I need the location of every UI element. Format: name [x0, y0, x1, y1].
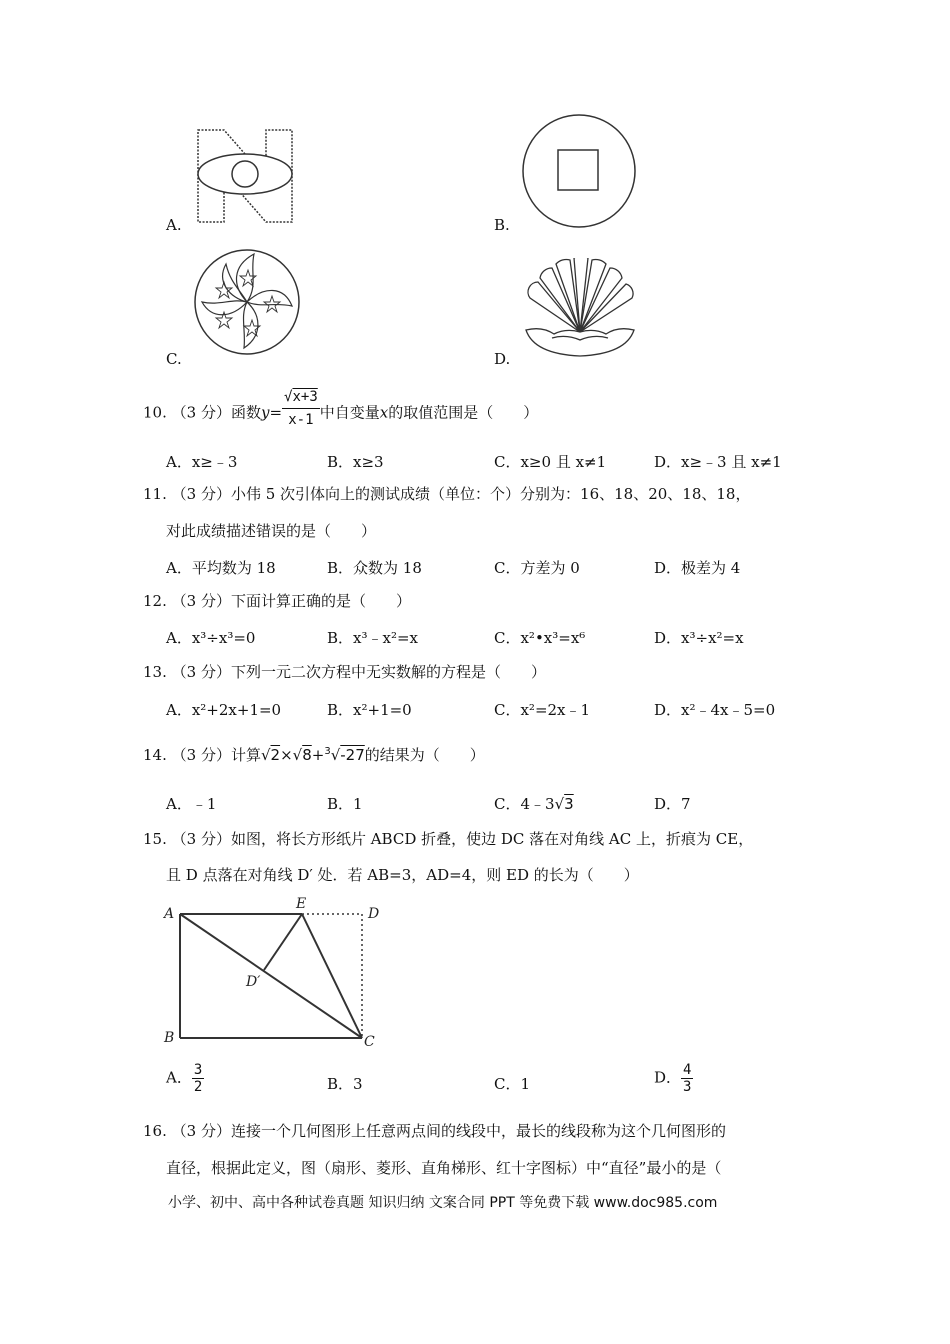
- figure-rectangle-fold: [160, 894, 390, 1058]
- question-14: 14. （3 分）计算√2×√8+$^3$√-27的结果为（ ）: [143, 746, 485, 764]
- figure-a-n-eye: [196, 128, 294, 228]
- label-a: A: [164, 906, 175, 922]
- question-11-line2: 对此成绩描述错误的是（ ）: [166, 522, 377, 540]
- question-15-line2: 且 D 点落在对角线 D′ 处．若 AB=3，AD=4，则 ED 的长为（ ）: [166, 866, 639, 884]
- question-13: 13. （3 分）下列一元二次方程中无实数解的方程是（ ）: [143, 663, 546, 681]
- question-number: 15.: [143, 830, 167, 848]
- label-e: E: [296, 896, 307, 912]
- choice-d[interactable]: D．极差为 4: [654, 559, 741, 577]
- option-d-label: D.: [494, 350, 511, 368]
- figure-d-fan: [522, 258, 638, 362]
- choice-d[interactable]: D．x³÷x²=x: [654, 629, 744, 647]
- label-d: D: [368, 906, 380, 922]
- choice-d[interactable]: D．x²﹣4x﹣5=0: [654, 701, 776, 719]
- option-b-label: B.: [494, 216, 510, 234]
- figure-c-bauhinia: [192, 246, 302, 362]
- fraction: $\frac{3}{2}$: [193, 1062, 203, 1095]
- choice-a[interactable]: A．﹣1: [166, 795, 217, 813]
- question-number: 14.: [143, 746, 167, 764]
- choice-a[interactable]: A．平均数为 18: [166, 559, 276, 577]
- choice-c[interactable]: C．x≥0 且 x≠1: [494, 453, 607, 471]
- choice-a[interactable]: A．x²+2x+1=0: [166, 701, 282, 719]
- question-number: 16.: [143, 1122, 167, 1140]
- choice-c[interactable]: C．x²=2x﹣1: [494, 701, 591, 719]
- option-a-label: A.: [166, 216, 182, 234]
- fraction: $\frac{4}{3}$: [683, 1062, 692, 1095]
- choice-c[interactable]: C．方差为 0: [494, 559, 580, 577]
- choice-b[interactable]: B．x²+1=0: [327, 701, 412, 719]
- choice-b[interactable]: B．x³﹣x²=x: [327, 629, 418, 647]
- fraction: $\frac{√x+3}{x-1}$: [282, 386, 320, 431]
- choice-a[interactable]: A． $\frac{3}{2}$: [166, 1062, 203, 1095]
- question-11: 11. （3 分）小伟 5 次引体向上的测试成绩（单位：个）分别为：16、18、20、18、18，: [143, 485, 751, 503]
- question-10: 10. （3 分）函数y= $\frac{√x+3}{x-1}$ 中自变量x的取值范围是（ ）: [143, 396, 538, 431]
- choice-c[interactable]: C．4﹣3√3: [494, 795, 574, 813]
- question-number: 12.: [143, 592, 167, 610]
- page-footer: 小学、初中、高中各种试卷真题 知识归纳 文案合同 PPT 等免费下载 www.doc985.com: [168, 1195, 718, 1211]
- choice-b[interactable]: B．众数为 18: [327, 559, 422, 577]
- choice-c[interactable]: C．x²•x³=x⁶: [494, 629, 586, 647]
- question-number: 13.: [143, 663, 167, 681]
- choice-a[interactable]: A．x³÷x³=0: [166, 629, 256, 647]
- choice-d[interactable]: D． $\frac{4}{3}$: [654, 1062, 692, 1095]
- choice-c[interactable]: C．1: [494, 1075, 531, 1093]
- label-b: B: [164, 1030, 175, 1046]
- choice-d[interactable]: D．x≥﹣3 且 x≠1: [654, 453, 782, 471]
- choice-a[interactable]: A．x≥﹣3: [166, 453, 238, 471]
- question-12: 12. （3 分）下面计算正确的是（ ）: [143, 592, 411, 610]
- choice-b[interactable]: B．3: [327, 1075, 363, 1093]
- label-c: C: [364, 1034, 375, 1050]
- choice-d[interactable]: D．7: [654, 795, 691, 813]
- question-number: 10.: [143, 403, 167, 422]
- question-16: 16. （3 分）连接一个几何图形上任意两点间的线段中，最长的线段称为这个几何图形的: [143, 1122, 726, 1140]
- choice-b[interactable]: B．x≥3: [327, 453, 384, 471]
- choice-b[interactable]: B．1: [327, 795, 363, 813]
- label-d-prime: D′: [246, 974, 261, 990]
- question-16-line2: 直径，根据此定义，图（扇形、菱形、直角梯形、红十字图标）中“直径”最小的是（: [166, 1159, 722, 1177]
- question-number: 11.: [143, 485, 167, 503]
- option-c-label: C.: [166, 350, 182, 368]
- figure-b-coin: [520, 112, 640, 236]
- question-15: 15. （3 分）如图，将长方形纸片 ABCD 折叠，使边 DC 落在对角线 AC 上，折痕为 CE，: [143, 830, 754, 848]
